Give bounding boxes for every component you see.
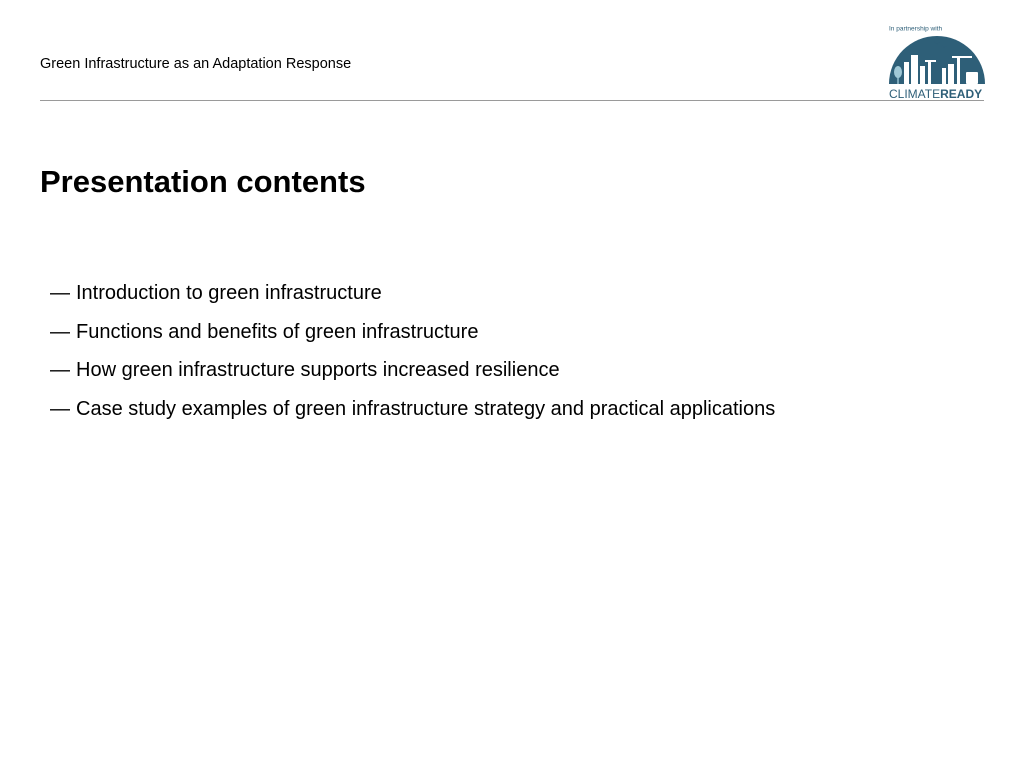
list-item-text: Introduction to green infrastructure (76, 282, 382, 304)
list-item (50, 274, 775, 313)
list-item-text: Case study examples of green infrastructure strategy and practical applications (76, 397, 776, 420)
list-item (50, 313, 775, 352)
logo-partnership-text: In partnership with (889, 25, 943, 33)
contents-list (50, 274, 775, 428)
page-title: Presentation contents (40, 164, 366, 199)
list-item (50, 390, 775, 429)
logo-brand-ready: READY (940, 87, 983, 101)
logo-brand-climate: CLIMATE (889, 87, 941, 101)
list-item-text: How green infrastructure supports increased resilience (76, 359, 560, 381)
list-item-text: Functions and benefits of green infrastructure (76, 320, 479, 343)
presentation-header-title: Green Infrastructure as an Adaptation Response (40, 56, 352, 72)
list-item (50, 351, 775, 390)
list-bullet-dash: — (50, 320, 70, 343)
svg-text:CLIMATEREADY (889, 87, 982, 101)
header-divider (40, 100, 984, 101)
climate-ready-logo (884, 22, 990, 104)
list-bullet-dash: — (50, 282, 70, 304)
list-bullet-dash: — (50, 397, 70, 420)
list-bullet-dash: — (50, 359, 70, 381)
